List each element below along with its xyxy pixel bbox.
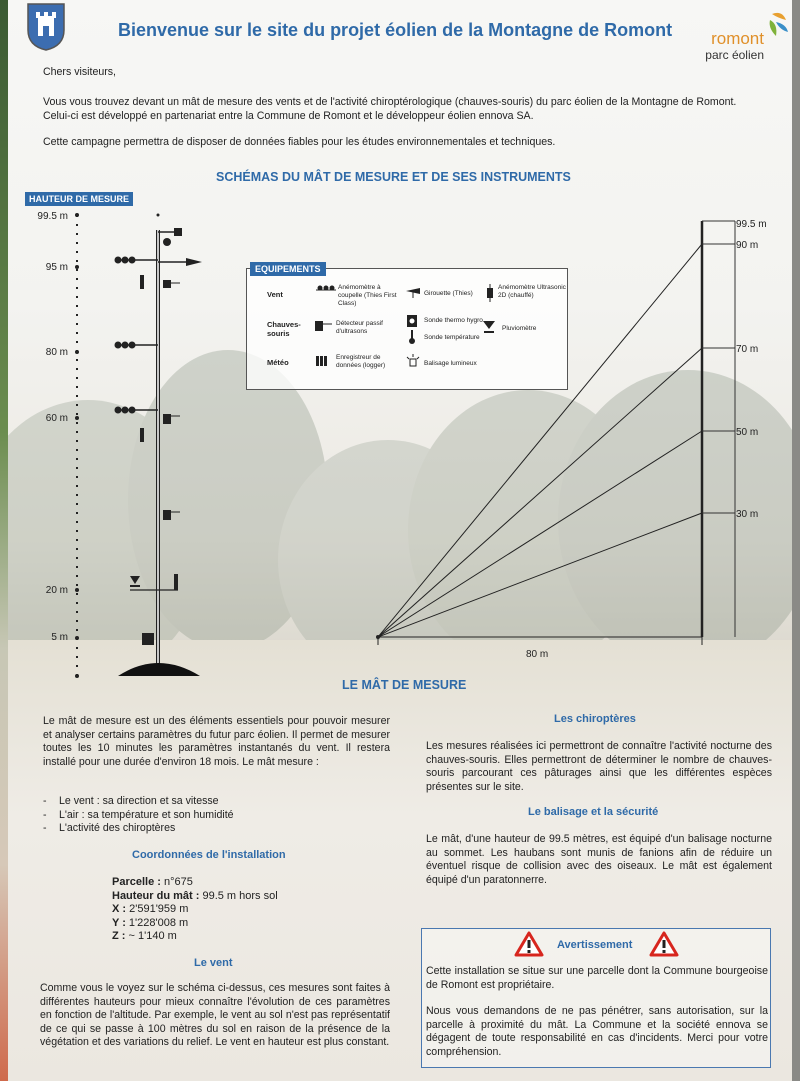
chiropteres-title: Les chiroptères	[554, 713, 636, 725]
mat-intro-paragraph: Le mât de mesure est un des éléments essentiels pour pouvoir mesurer et analyser certains paramètres du futur parc éolien. Il permet de mesurer toutes les 10 minutes les paramètres instantanés du vent. Il restera installé pour une durée d'environ 18 mois. Le mât mesure :	[43, 715, 390, 768]
parcelle-label: Parcelle :	[112, 876, 161, 888]
romont-crest-icon	[24, 0, 68, 52]
height-label-99: 99.5 m	[37, 211, 68, 222]
warning-paragraph-1: Cette installation se situe sur une parcelle dont la Commune bourgeoise de Romont est propriétaire.	[426, 965, 768, 991]
right-height-50: 50 m	[736, 427, 759, 438]
intro-paragraph: Vous vous trouvez devant un mât de mesure des vents et de l'activité chiroptérologique (chauves-souris) du parc éolien de la Montagne de Romont. Celui-ci est développé en partenariat entre la Commune de Romont et le développeur éolien ennova SA.	[43, 96, 737, 122]
list-item: - L'air : sa température et son humidité	[43, 809, 383, 823]
equip-enregistreur: Enregistreur de données (logger)	[336, 354, 386, 369]
distance-label: 80 m	[526, 649, 549, 660]
height-label-95: 95 m	[45, 262, 68, 273]
warning-title: Avertissement	[557, 939, 633, 951]
warning-triangle-icon	[514, 931, 544, 957]
list-item: - L'activité des chiroptères	[43, 822, 383, 836]
x-value: 2'591'959 m	[126, 903, 189, 915]
height-label-80: 80 m	[45, 347, 68, 358]
height-label-60: 60 m	[45, 413, 68, 424]
x-label: X :	[112, 903, 127, 915]
measurement-mast-diagram	[68, 210, 218, 685]
equip-detecteur: Détecteur passif d'ultrasons	[336, 320, 383, 335]
equip-anemometre-ultra: Anémomètre Ultrasonic 2D (chauffé)	[498, 284, 566, 299]
coordinates-title: Coordonnées de l'installation	[132, 849, 286, 861]
page-title: Bienvenue sur le site du projet éolien de la Montagne de Romont	[118, 20, 673, 40]
right-height-90: 90 m	[736, 240, 759, 251]
right-height-99: 99.5 m	[736, 219, 767, 230]
coordinates-block	[112, 876, 392, 944]
equip-cat-chauves: Chauves-souris	[267, 320, 301, 338]
background-edge-left	[0, 0, 8, 1081]
right-height-70: 70 m	[736, 344, 759, 355]
background-edge-right	[792, 0, 800, 1081]
logo-leaf-icon	[760, 10, 790, 40]
height-label-20: 20 m	[45, 585, 68, 596]
cup-anemometer-icon	[314, 284, 338, 298]
info-panel	[8, 0, 792, 1081]
bat-detector-icon	[314, 320, 334, 332]
logo-word: romont	[711, 29, 764, 48]
equipment-tag: EQUIPEMENTS	[250, 262, 326, 276]
hauteur-label: Hauteur du mât :	[112, 889, 200, 902]
z-label: Z :	[112, 930, 126, 942]
height-label-5: 5 m	[51, 632, 68, 643]
schemas-title: SCHÉMAS DU MÂT DE MESURE ET DE SES INSTRUMENTS	[216, 170, 571, 184]
romont-logo	[680, 10, 790, 62]
data-logger-icon	[314, 354, 334, 368]
balisage-title: Le balisage et la sécurité	[528, 806, 659, 818]
intro-paragraph-2: Cette campagne permettra de disposer de données fiables pour les études environnementales et techniques.	[43, 136, 556, 148]
warning-paragraph-2: Nous vous demandons de ne pas pénétrer, sans autorisation, sur la parcelle à proximité du mât. La Commune et la société ennova se dégagent de toute responsabilité en cas d'incidents. Merci pour votre compréhension.	[426, 1005, 768, 1058]
right-height-30: 30 m	[736, 509, 759, 520]
equip-sonde-hygro: Sonde thermo hygro	[424, 317, 483, 324]
warning-triangle-icon	[649, 931, 679, 957]
y-label: Y :	[112, 916, 126, 929]
greeting: Chers visiteurs,	[43, 66, 116, 78]
equip-girouette: Girouette (Thies)	[424, 290, 473, 297]
logo-subtitle: parc éolien	[705, 48, 764, 62]
equip-pluviometre: Pluviomètre	[502, 325, 537, 332]
list-item: - Le vent : sa direction et sa vitesse	[43, 795, 383, 809]
equip-cat-vent: Vent	[267, 290, 283, 299]
z-value: ~ 1'140 m	[125, 930, 177, 942]
balisage-paragraph: Le mât, d'une hauteur de 99.5 mètres, est équipé d'un balisage nocturne au sommet. Les haubans sont munis de fanions afin de réduire un éventuel risque de collision avec des oiseaux. Le mât est également équipé d'un paratonnerre.	[426, 833, 772, 886]
equip-cat-meteo: Météo	[267, 358, 289, 367]
chiropteres-paragraph: Les mesures réalisées ici permettront de connaître l'activité nocturne des chauves-souris. Elles permettront de déterminer le nombre de chauves-souris parcourant ces pâturages ainsi que les différentes espèces présentes sur le site.	[426, 740, 772, 793]
mat-section-title: LE MÂT DE MESURE	[342, 678, 467, 692]
vent-paragraph: Comme vous le voyez sur le schéma ci-dessus, ces mesures sont faites à différentes hauteurs pour mieux connaître l'évolution de ces paramètres en fonction de l'altitude. Par exemple, le vent au sol n'est pas représentatif de ce qui se passe à 100 mètres du sol en raison de la présence de la végétation et des variations du relief. Le vent en hauteur est plus constant.	[40, 982, 390, 1048]
parcelle-value: n°675	[160, 876, 193, 888]
hauteur-value: 99.5 m hors sol	[199, 889, 278, 902]
hauteur-tag: HAUTEUR DE MESURE	[25, 192, 133, 206]
y-value: 1'228'008 m	[125, 916, 189, 929]
equip-anemometre-coupelle: Anémomètre à coupelle (Thies First Class)	[338, 284, 397, 307]
mat-list	[43, 795, 383, 836]
vent-title: Le vent	[194, 957, 233, 969]
equip-sonde-temp: Sonde température	[424, 334, 480, 341]
equip-balisage: Balisage lumineux	[424, 360, 477, 367]
guy-wire-diagram	[360, 215, 750, 655]
